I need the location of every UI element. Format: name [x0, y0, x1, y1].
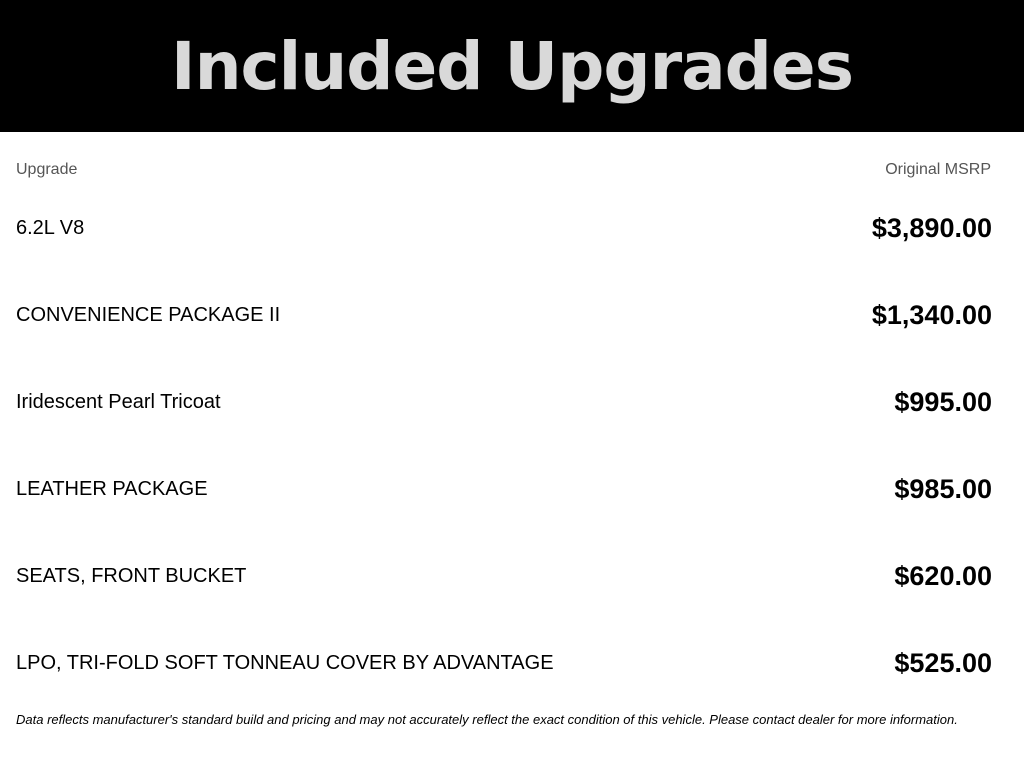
- upgrade-price: $3,890.00: [871, 213, 992, 243]
- upgrade-price: $525.00: [894, 648, 992, 678]
- upgrade-price: $620.00: [894, 561, 992, 591]
- upgrade-row: [16, 208, 992, 248]
- upgrade-name: LEATHER PACKAGE: [16, 478, 208, 500]
- upgrade-row: [16, 382, 992, 422]
- column-header-msrp: Original MSRP: [885, 161, 991, 178]
- column-header-upgrade: Upgrade: [16, 161, 78, 178]
- upgrade-price: $995.00: [894, 387, 992, 417]
- upgrade-name: 6.2L V8: [16, 217, 85, 239]
- upgrade-row: [16, 643, 992, 683]
- upgrade-row: [16, 556, 992, 596]
- disclaimer-text: Data reflects manufacturer's standard build and pricing and may not accurately reflect the exact condition of this vehicle. Please contact dealer for more information.: [16, 712, 958, 727]
- upgrade-price: $1,340.00: [871, 300, 992, 330]
- upgrade-price: $985.00: [894, 474, 992, 504]
- upgrade-name: Iridescent Pearl Tricoat: [16, 391, 221, 413]
- header-banner: [0, 0, 1024, 132]
- upgrade-row: [16, 295, 992, 335]
- upgrade-name: SEATS, FRONT BUCKET: [16, 565, 247, 587]
- upgrade-row: [16, 469, 992, 509]
- upgrade-name: CONVENIENCE PACKAGE II: [16, 304, 281, 326]
- page-title: Included Upgrades: [171, 28, 853, 105]
- upgrade-name: LPO, TRI-FOLD SOFT TONNEAU COVER BY ADVANTAGE: [16, 652, 554, 674]
